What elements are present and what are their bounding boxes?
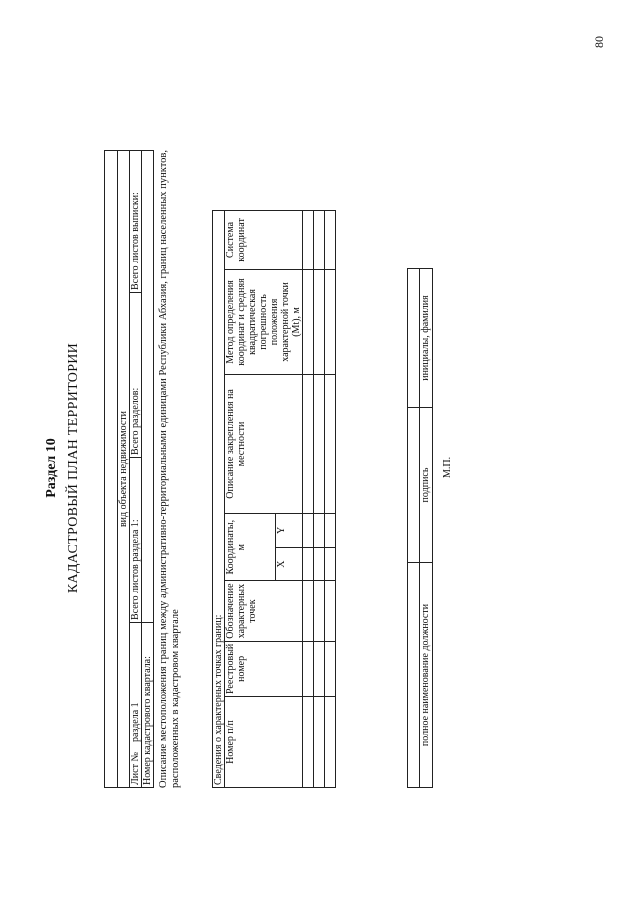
signature-blank-position xyxy=(408,563,420,788)
table-row xyxy=(325,211,336,788)
header-table xyxy=(104,150,154,788)
total-sheets-extract: Всего листов выписки: xyxy=(130,151,142,293)
col-method: Метод определения координат и средняя квадратическая погрешность положения характерной точки (Mt), м xyxy=(225,269,303,374)
points-table-caption: Сведения о характерных точках границ: xyxy=(213,211,225,788)
stamp-label: М.П. xyxy=(442,456,453,478)
initials-label: инициалы, фамилия xyxy=(420,269,433,408)
col-fixing: Описание закрепления на местности xyxy=(225,374,303,513)
table-row xyxy=(303,211,314,788)
header-blank-row xyxy=(105,151,118,788)
col-registry-number: Реестровый номер xyxy=(225,641,303,696)
quarter-number-value xyxy=(142,151,154,623)
quarter-number: Номер кадастрового квартала: xyxy=(142,623,154,788)
signature-blank-sign xyxy=(408,408,420,563)
col-coord-system: Система координат xyxy=(225,211,303,270)
sheet-number-label: Лист № xyxy=(130,752,141,785)
position-label: полное наименование должности xyxy=(420,563,433,788)
total-sheets-section: Всего листов раздела 1: xyxy=(130,458,142,623)
col-number: Номер п/п xyxy=(225,697,303,788)
total-sections: Всего разделов: xyxy=(130,293,142,458)
section-title: Раздел 10 xyxy=(44,438,59,498)
col-x: X xyxy=(276,547,303,581)
signature-table xyxy=(407,268,433,788)
signature-label: подпись xyxy=(420,408,433,563)
points-table xyxy=(212,210,336,788)
rotated-page-content xyxy=(40,108,600,828)
section-subtitle: КАДАСТРОВЫЙ ПЛАН ТЕРРИТОРИИ xyxy=(66,342,81,594)
col-y: Y xyxy=(276,513,303,547)
table-row xyxy=(314,211,325,788)
property-type-label: вид объекта недвижимости xyxy=(118,151,130,788)
page-number: 80 xyxy=(592,36,606,48)
boundaries-description: Описание местоположения границ между административно-территориальными единицами Республики Абхазия, границ населенных пунктов, расположенных в кадастровом квартале xyxy=(158,150,181,788)
col-designation: Обозначение характерных точек xyxy=(225,581,303,641)
col-coordinates: Координаты, м xyxy=(225,513,276,581)
sheet-number-cell xyxy=(130,623,142,788)
signature-blank-initials xyxy=(408,269,420,408)
section-label: раздела 1 xyxy=(130,702,141,743)
